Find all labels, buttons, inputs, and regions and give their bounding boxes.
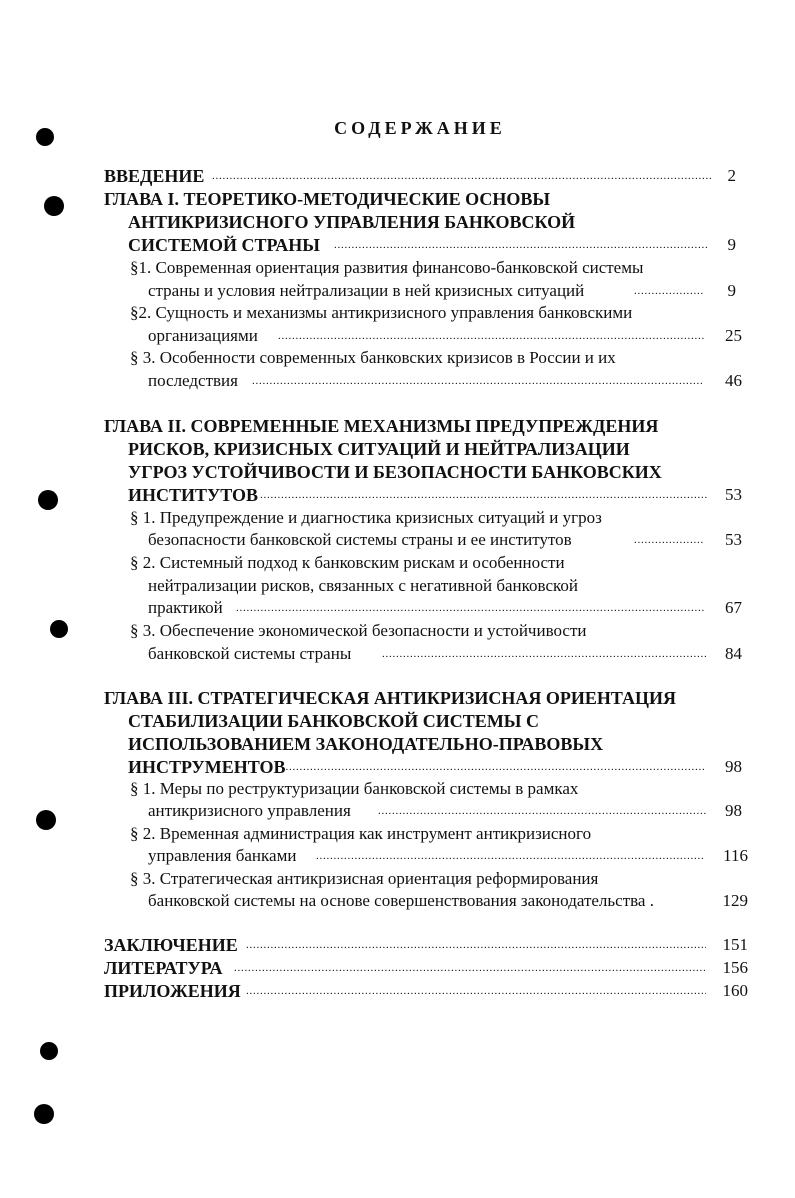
toc-entry-section	[0, 844, 795, 868]
toc-entry-label: § 1. Предупреждение и диагностика кризисных ситуаций и угроз	[130, 508, 602, 527]
toc-entry-label: ИНСТРУМЕНТОВ	[128, 757, 286, 777]
toc-entry-section	[0, 799, 795, 823]
toc-page-number: 98	[725, 801, 742, 820]
toc-page-number: 9	[727, 281, 736, 300]
punch-hole-mark	[34, 1104, 54, 1124]
toc-page-number: 46	[725, 371, 742, 390]
toc-section	[0, 867, 795, 891]
toc-page-number: 53	[725, 530, 742, 549]
toc-entry-section	[0, 528, 795, 552]
toc-entry-literature	[0, 956, 795, 980]
toc-entry-label: ГЛАВА II. СОВРЕМЕННЫЕ МЕХАНИЗМЫ ПРЕДУПРЕЖДЕНИЯ	[104, 416, 659, 436]
toc-entry-label: управления банками	[148, 846, 297, 865]
toc-section	[0, 822, 795, 846]
toc-section	[0, 619, 795, 643]
toc-entry-conclusion	[0, 933, 795, 957]
dot-leader	[282, 755, 706, 779]
dot-leader	[260, 483, 708, 507]
dot-leader	[316, 844, 704, 868]
toc-entry-label: банковской системы на основе совершенствования законодательства .	[148, 891, 654, 910]
toc-page-number: 151	[722, 935, 748, 954]
dot-leader	[334, 233, 708, 257]
toc-chapter-heading	[0, 709, 795, 733]
toc-chapter-heading	[0, 460, 795, 484]
toc-entry-label: СИСТЕМОЙ СТРАНЫ	[128, 235, 320, 255]
dot-leader	[378, 799, 706, 823]
toc-entry-label: нейтрализации рисков, связанных с негативной банковской	[148, 576, 578, 595]
toc-entry-section	[0, 889, 795, 913]
toc-entry-label: § 3. Стратегическая антикризисная ориентация реформирования	[130, 869, 599, 888]
dot-leader	[212, 164, 712, 188]
toc-section	[0, 256, 795, 280]
toc-chapter-heading	[0, 686, 795, 710]
toc-page-number: 2	[727, 166, 736, 185]
toc-entry-label: ГЛАВА I. ТЕОРЕТИКО-МЕТОДИЧЕСКИЕ ОСНОВЫ	[104, 189, 551, 209]
toc-section	[0, 506, 795, 530]
toc-chapter-heading	[0, 414, 795, 438]
toc-entry-label: АНТИКРИЗИСНОГО УПРАВЛЕНИЯ БАНКОВСКОЙ	[128, 212, 576, 232]
dot-leader	[278, 324, 704, 348]
toc-entry-label: § 1. Меры по реструктуризации банковской системы в рамках	[130, 779, 579, 798]
toc-page-number: 129	[722, 891, 748, 910]
toc-section	[0, 551, 795, 575]
toc-entry-label: ВВЕДЕНИЕ	[104, 166, 205, 186]
toc-page-number: 53	[725, 485, 742, 504]
toc-section	[0, 346, 795, 370]
dot-leader	[382, 642, 708, 666]
toc-entry-label: антикризисного управления	[148, 801, 351, 820]
dot-leader	[234, 956, 706, 980]
toc-section	[0, 574, 795, 598]
toc-page-number: 116	[723, 846, 748, 865]
toc-chapter-heading	[0, 187, 795, 211]
dot-leader	[236, 596, 704, 620]
toc-section	[0, 301, 795, 325]
toc-page-number: 156	[722, 958, 748, 977]
dot-leader	[634, 528, 704, 552]
dot-leader	[246, 933, 706, 957]
toc-entry-label: ИНСТИТУТОВ	[128, 485, 258, 505]
toc-entry-label: § 2. Системный подход к банковским рискам и особенности	[130, 553, 565, 572]
toc-entry-label: страны и условия нейтрализации в ней кризисных ситуаций	[148, 281, 585, 300]
toc-entry-label: РИСКОВ, КРИЗИСНЫХ СИТУАЦИЙ И НЕЙТРАЛИЗАЦИИ	[128, 439, 630, 459]
punch-hole-mark	[40, 1042, 58, 1060]
toc-page-number: 84	[725, 644, 742, 663]
toc-entry-label: СТАБИЛИЗАЦИИ БАНКОВСКОЙ СИСТЕМЫ С	[128, 711, 539, 731]
toc-entry-label: последствия	[148, 371, 238, 390]
toc-entry-label: §2. Сущность и механизмы антикризисного управления банковскими	[130, 303, 633, 322]
toc-entry-section	[0, 369, 795, 393]
toc-entry-label: организациями	[148, 326, 258, 345]
toc-entry-label: ПРИЛОЖЕНИЯ	[104, 981, 241, 1001]
toc-page-number: 67	[725, 598, 742, 617]
toc-entry-label: ИСПОЛЬЗОВАНИЕМ ЗАКОНОДАТЕЛЬНО-ПРАВОВЫХ	[128, 734, 604, 754]
toc-entry-label: ГЛАВА III. СТРАТЕГИЧЕСКАЯ АНТИКРИЗИСНАЯ ОРИЕНТАЦИЯ	[104, 688, 677, 708]
toc-entry-section	[0, 279, 795, 303]
toc-entry-section	[0, 596, 795, 620]
toc-entry-label: банковской системы страны	[148, 644, 352, 663]
toc-page-number: 9	[727, 235, 736, 254]
toc-entry-label: ЛИТЕРАТУРА	[104, 958, 223, 978]
page-title: СОДЕРЖАНИЕ	[334, 118, 506, 138]
toc-page-number: 98	[725, 757, 742, 776]
toc-entry-chapter-3	[0, 755, 795, 779]
dot-leader	[634, 279, 704, 303]
toc-page-number: 25	[725, 326, 742, 345]
toc-entry-label: § 2. Временная администрация как инструмент антикризисного	[130, 824, 592, 843]
toc-entry-label: практикой	[148, 598, 223, 617]
toc-entry-appendices	[0, 979, 795, 1003]
toc-entry-chapter-2	[0, 483, 795, 507]
toc-chapter-heading	[0, 732, 795, 756]
toc-chapter-heading	[0, 210, 795, 234]
toc-entry-label: §1. Современная ориентация развития финансово-банковской системы	[130, 258, 644, 277]
toc-section	[0, 777, 795, 801]
toc-entry-label: § 3. Обеспечение экономической безопасности и устойчивости	[130, 621, 587, 640]
dot-leader	[252, 369, 704, 393]
dot-leader	[246, 979, 706, 1003]
toc-page-number: 160	[722, 981, 748, 1000]
toc-entry-label: § 3. Особенности современных банковских кризисов в России и их	[130, 348, 616, 367]
toc-chapter-heading	[0, 437, 795, 461]
toc-entry-label: УГРОЗ УСТОЙЧИВОСТИ И БЕЗОПАСНОСТИ БАНКОВСКИХ	[128, 462, 662, 482]
toc-entry-intro	[0, 164, 795, 188]
toc-entry-label: безопасности банковской системы страны и ее институтов	[148, 530, 572, 549]
toc-entry-section	[0, 324, 795, 348]
toc-entry-section	[0, 642, 795, 666]
toc-entry-label: ЗАКЛЮЧЕНИЕ	[104, 935, 238, 955]
toc-entry-chapter-1	[0, 233, 795, 257]
